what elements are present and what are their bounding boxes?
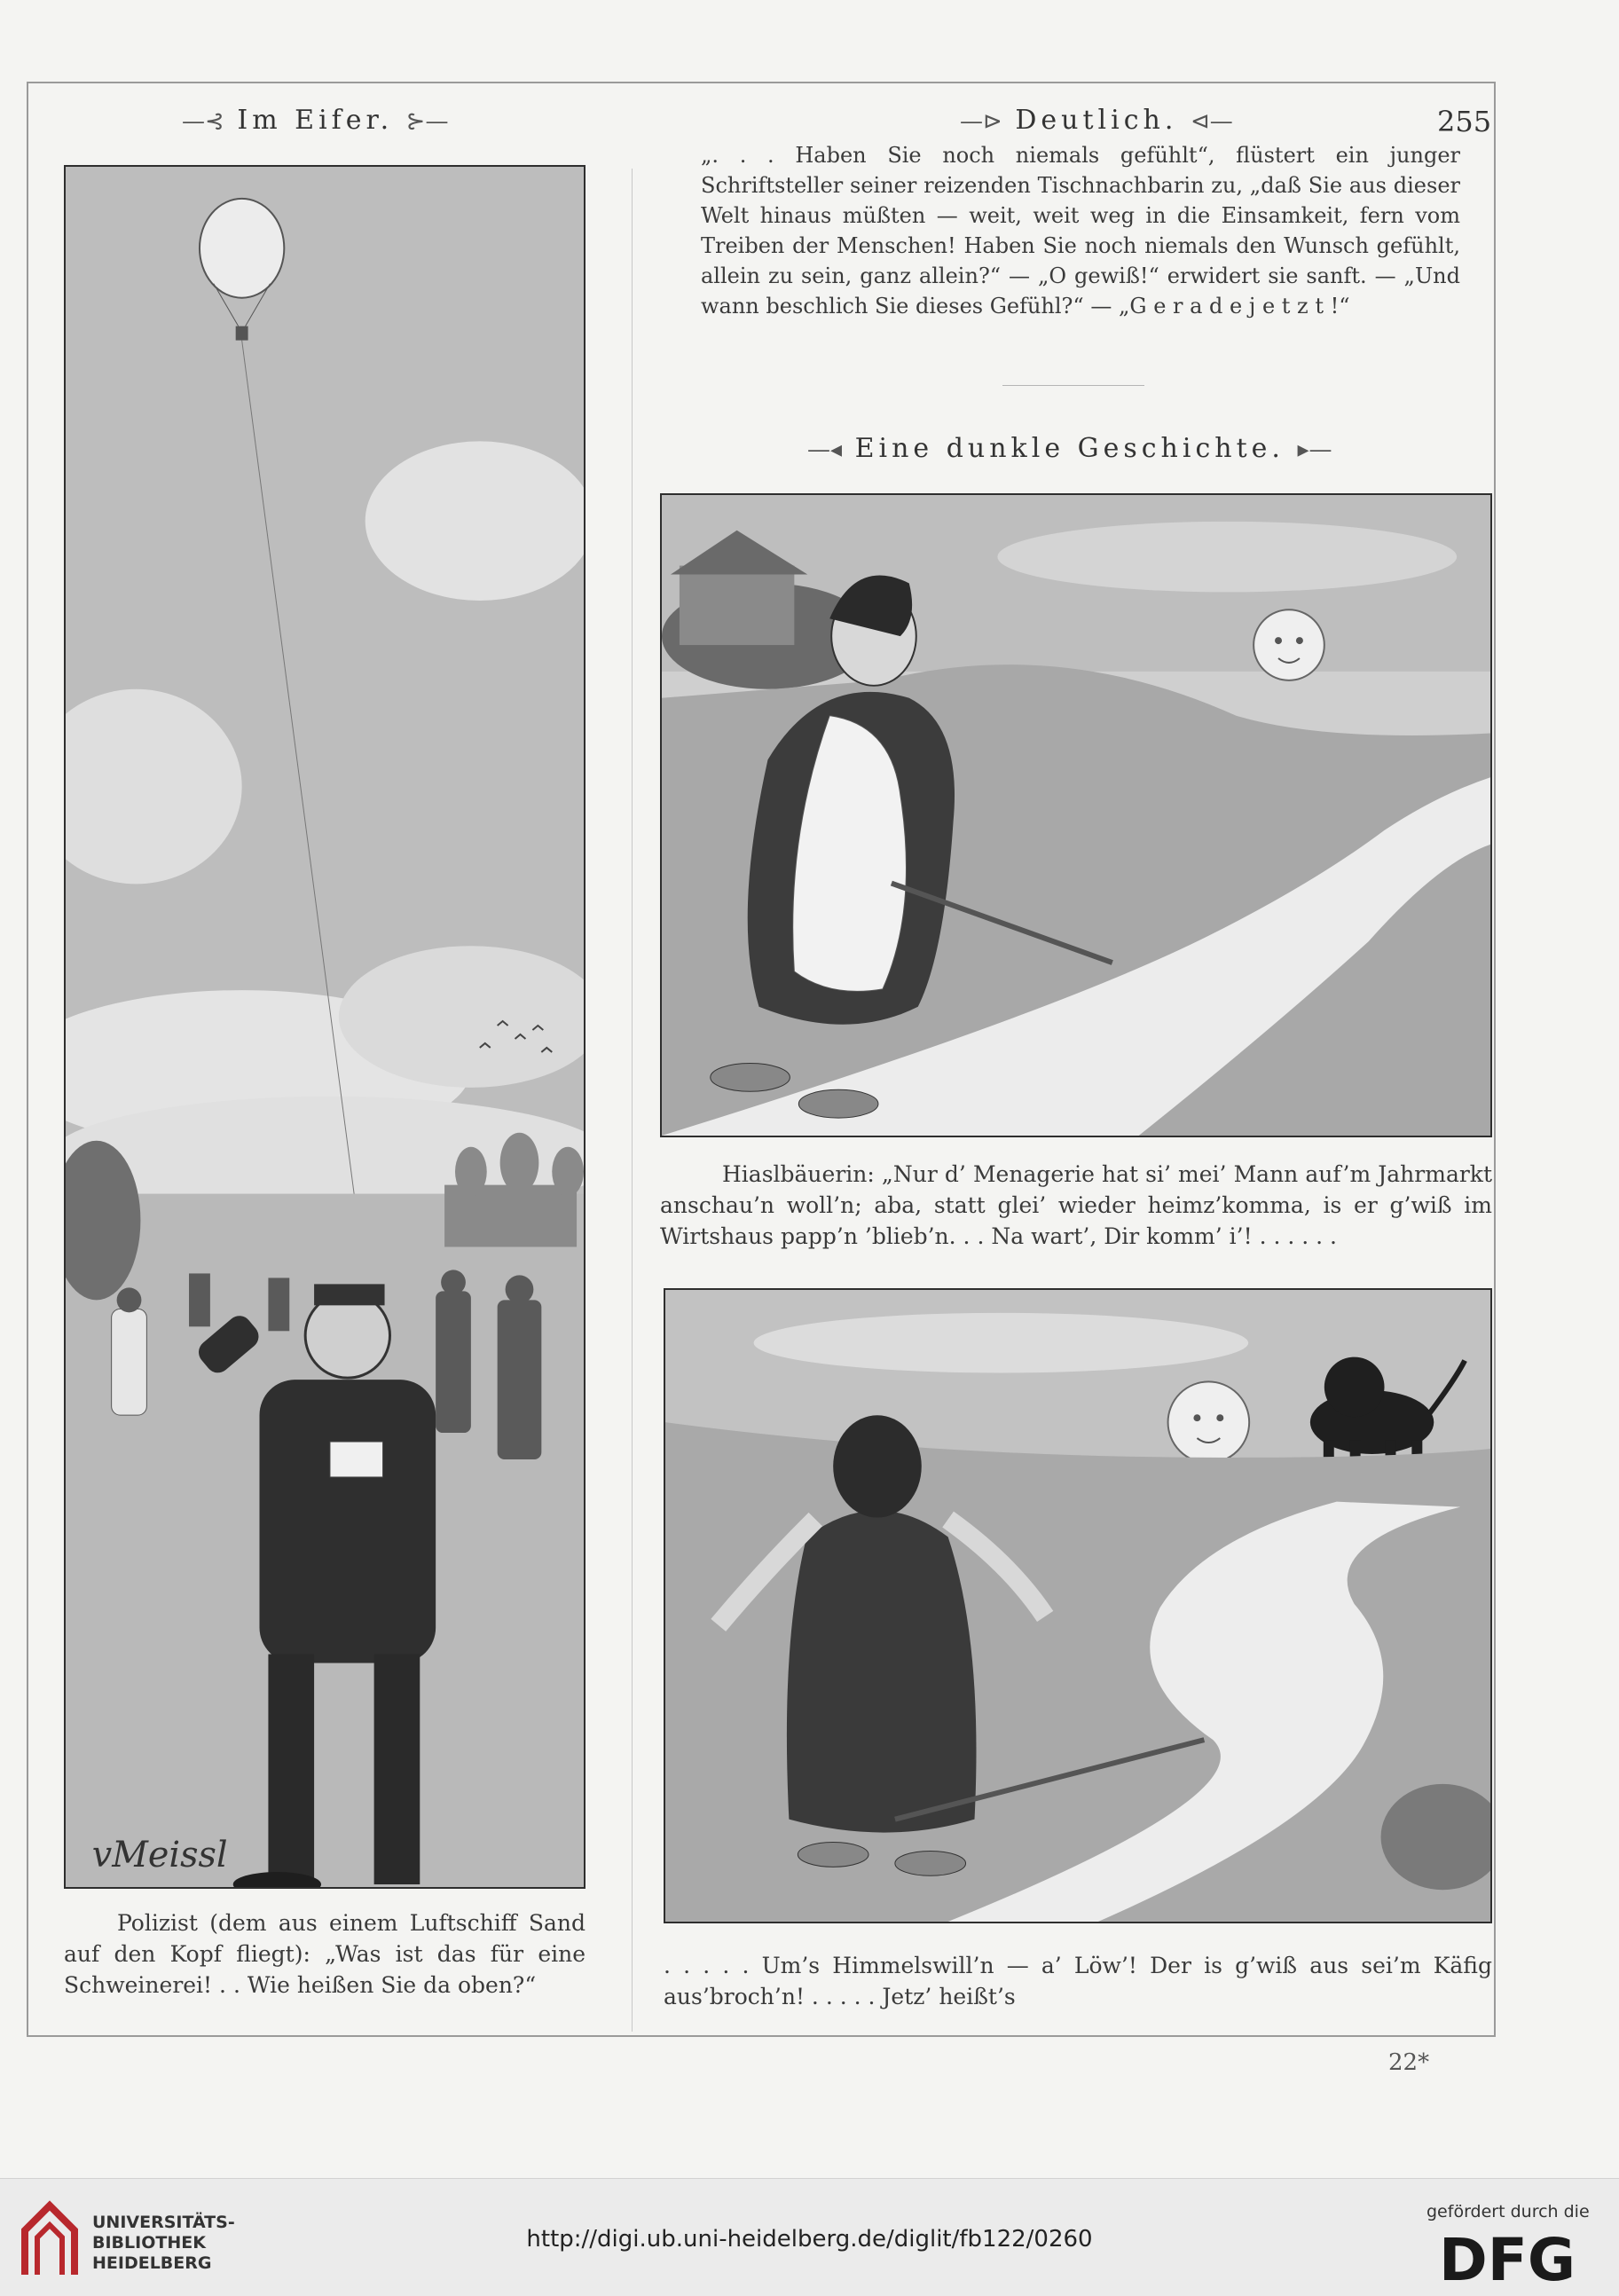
caption-policeman: Polizist (dem aus einem Luftschiff Sand auf den Kopf fliegt): „Was ist das für eine Schweinerei! . . Wie heißen Sie da oben?“ — [64, 1910, 586, 1998]
viewer-footer — [0, 2178, 1619, 2296]
column-divider — [632, 169, 633, 2032]
left-heading — [182, 105, 448, 136]
illustration-farmwife-lion — [664, 1288, 1492, 1923]
svg-text:vMeissl: vMeissl — [91, 1834, 228, 1876]
section-flourish-left: —◂ — [807, 436, 843, 463]
library-name-line2: BIBLIOTHEK — [92, 2233, 206, 2253]
page-number: 255 — [1437, 105, 1492, 138]
dfg-logo-icon[interactable] — [1439, 2229, 1599, 2285]
left-heading-flourish-left: —⊰ — [182, 108, 224, 135]
right-heading-flourish-left: —⊳ — [960, 108, 1002, 135]
right-heading-title: Deutlich. — [1015, 105, 1178, 136]
library-name-line3: HEIDELBERG — [92, 2253, 212, 2273]
section-flourish-right: ▸— — [1297, 436, 1332, 463]
farmwife-walking-drawing — [662, 495, 1490, 1136]
caption-lion: . . . . . Um’s Himmelswill’n — a’ Löw’! Der is g’wiß aus sei’m Käfig aus’broch’n! . . . . . Jetz’ heißt’s — [664, 1953, 1492, 2009]
moon-face-icon — [1168, 1381, 1250, 1462]
section-title-text: Eine dunkle Geschichte. — [854, 433, 1285, 464]
story-text: „. . . Haben Sie noch niemals gefühlt“, flüstert ein junger Schriftsteller seiner reizenden Tischnachbarin zu, „daß Sie aus dieser Welt hinaus müßten — weit, weit weg in die Einsamkeit, fern vom Treiben der Menschen! Haben Sie noch niemals den Wunsch gefühlt, allein zu sein, ganz allein?“ — „O gewiß!“ erwidert sie sanft. — „Und wann beschlich Sie dieses Gefühl?“ — „G e r a d e j e t z t !“ — [701, 143, 1460, 318]
right-heading-flourish-right: ⊲— — [1190, 108, 1233, 135]
sheet-number: 22* — [1388, 2049, 1430, 2076]
balloon-scene-drawing — [66, 167, 584, 1887]
library-name-line1: UNIVERSITÄTS- — [92, 2213, 235, 2232]
dfg-logo-text: DFG — [1439, 2229, 1576, 2285]
right-heading — [960, 105, 1233, 136]
permalink-url[interactable]: http://digi.ub.uni-heidelberg.de/diglit/fb122/0260 — [526, 2226, 1093, 2253]
farmwife-lion-drawing — [665, 1290, 1490, 1922]
domed-building-icon — [444, 1133, 584, 1247]
section-separator — [1002, 385, 1144, 386]
section-title — [807, 433, 1332, 464]
illustration-balloon-policeman — [64, 165, 586, 1889]
funded-by-label: gefördert durch die — [1426, 2202, 1590, 2221]
illustration-farmwife-walking — [660, 493, 1492, 1137]
moon-face-icon — [1254, 609, 1324, 680]
left-heading-flourish-right: ⊱— — [405, 108, 449, 135]
caption-farmwife: Hiaslbäuerin: „Nur d’ Menagerie hat si’ mei’ Mann auf’m Jahrmarkt anschau’n woll’n; aba, statt glei’ wieder heimz’komma, is er g’wiß im Wirtshaus papp’n ’blieb’n. . . Na wart’, Dir komm’ i’! . . . . . . — [660, 1161, 1492, 1249]
left-heading-title: Im Eifer. — [237, 105, 394, 136]
